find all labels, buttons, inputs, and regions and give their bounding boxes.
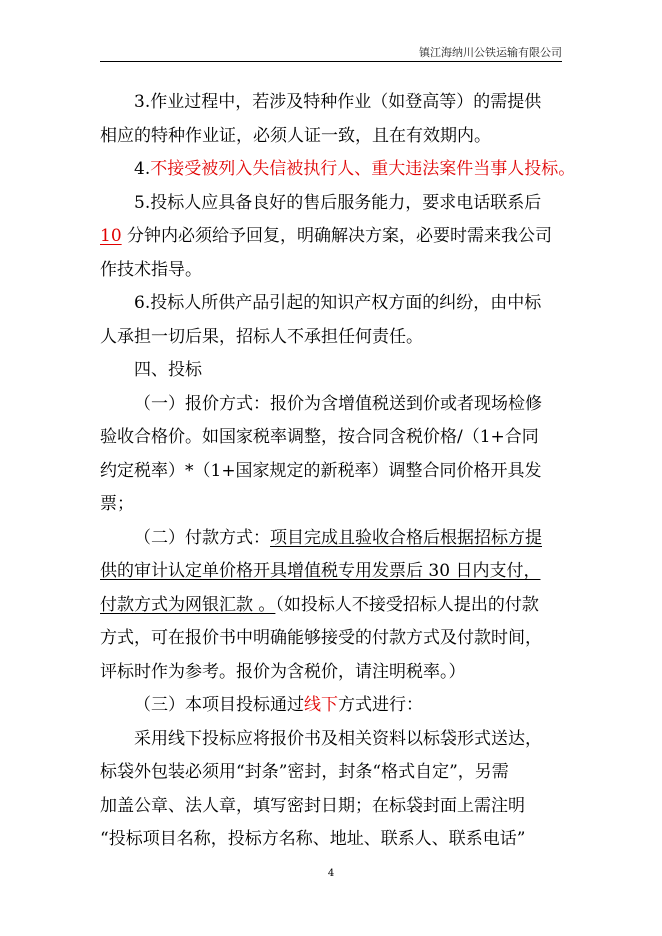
payment-method-line-1 bbox=[100, 522, 562, 556]
quote-method-line-3: 约定税率）*（1+国家规定的新税率）调整合同价格开具发 bbox=[100, 460, 542, 481]
bidding-method-suffix: 方式进行： bbox=[338, 695, 423, 715]
payment-method-line-3 bbox=[100, 589, 562, 623]
quote-method-line-2: 验收合格价。如国家税率调整，按合同含税价格/（1+合同 bbox=[100, 427, 539, 447]
payment-method-line-5: 评标时作为参考。报价为含税价，请注明税率。） bbox=[100, 661, 466, 682]
paragraph-5-line-1: 5.投标人应具备良好的售后服务能力，要求电话联系后 bbox=[134, 192, 542, 213]
bidding-method bbox=[100, 689, 562, 723]
paragraph-5-minutes-number: 10 bbox=[100, 226, 122, 246]
document-body bbox=[100, 86, 576, 857]
bidding-method-offline: 线下 bbox=[304, 695, 338, 715]
offline-bidding-line-3: 加盖公章、法人章，填写密封日期；在标袋封面上需注明 bbox=[100, 795, 525, 816]
paragraph-3-line-1: 3.作业过程中，若涉及特种作业（如登高等）的需提供 bbox=[134, 92, 542, 112]
page-number: 4 bbox=[327, 868, 335, 879]
paragraph-4-red-text: 不接受被列入失信被执行人、重大违法案件当事人投标。 bbox=[150, 159, 576, 179]
paragraph-6-line-1: 6.投标人所供产品引起的知识产权方面的纠纷，由中标 bbox=[134, 293, 542, 313]
paragraph-3-line-2: 相应的特种作业证，必须人证一致，且在有效期内。 bbox=[100, 125, 491, 146]
section-4-heading: 四、投标 bbox=[134, 360, 202, 380]
offline-bidding-line-4: “投标项目名称，投标方名称、地址、联系人、联系电话” bbox=[100, 829, 526, 849]
header-company-name: 镇江海纳川公铁运输有限公司 bbox=[419, 46, 562, 59]
paragraph-6-line-2: 人承担一切后果，招标人不承担任何责任。 bbox=[100, 326, 423, 347]
bidding-method-prefix: （三）本项目投标通过 bbox=[134, 695, 304, 715]
paragraph-4 bbox=[100, 153, 576, 187]
paragraph-5-line-2 bbox=[100, 220, 562, 254]
offline-bidding-line-1: 采用线下投标应将报价书及相关资料以标袋形式送达， bbox=[134, 728, 542, 749]
offline-bidding-line-2: 标袋外包装必须用“封条”密封，封条“格式自定”，另需 bbox=[100, 762, 509, 782]
payment-terms-underlined-3: 付款方式为网银汇款 。 bbox=[100, 594, 276, 615]
payment-method-label: （二）付款方式： bbox=[134, 527, 270, 548]
quote-method-line-4: 票； bbox=[100, 494, 134, 514]
paragraph-5-line-2-text: 分钟内必须给予回复，明确解决方案，必要时需来我公司 bbox=[121, 226, 553, 246]
payment-terms-underlined-1: 项目完成且验收合格后根据招标方提 bbox=[270, 527, 542, 548]
paragraph-5-line-3: 作技术指导。 bbox=[100, 259, 202, 280]
quote-method-line-1: （一）报价方式：报价为含增值税送到价或者现场检修 bbox=[134, 393, 542, 414]
paragraph-4-number: 4. bbox=[134, 159, 151, 179]
payment-method-line-2 bbox=[100, 555, 562, 589]
header-rule bbox=[100, 61, 562, 62]
payment-method-line-4: 方式，可在报价书中明确能够接受的付款方式及付款时间， bbox=[100, 628, 542, 648]
payment-terms-underlined-2: 供的审计认定单价格开具增值税专用发票后 30 日内支付， bbox=[100, 561, 541, 581]
payment-method-line-3-text: （如投标人不接受招标人提出的付款 bbox=[275, 594, 539, 615]
